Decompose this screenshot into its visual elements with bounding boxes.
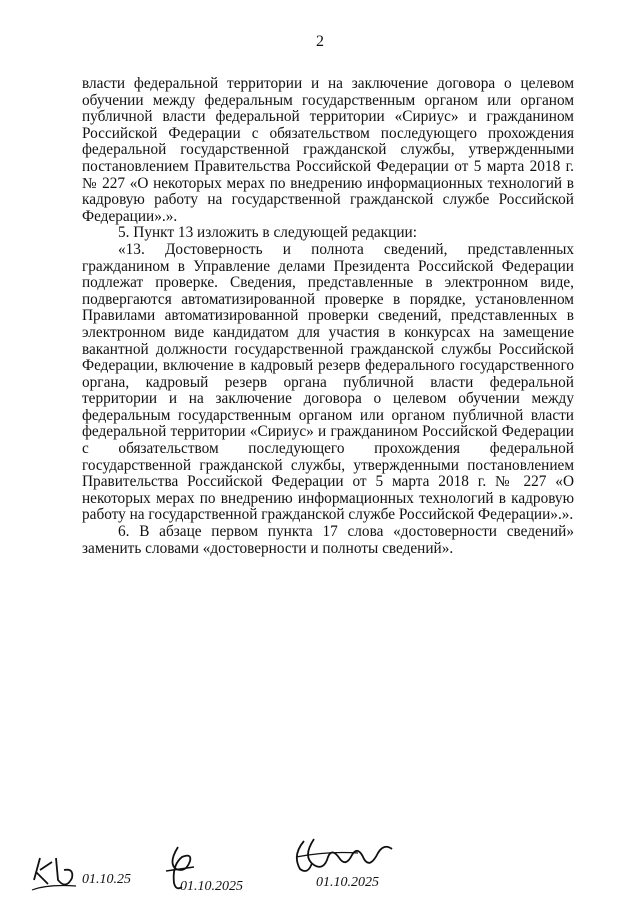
- signature-2-date: 01.10.2025: [180, 879, 243, 894]
- signature-3-scribble: [288, 835, 398, 880]
- paragraph-continuation: власти федеральной территории и на заключение договора о целевом обучении между федеральным государственным органом или органом публичной власти федеральной территории «Сириус» и гражданином Российской Федерации с обязательством последующего прохождения федеральной государственной гражданской службы, утвержденными постановлением Правительства Российской Федерации от 5 марта 2018 г. № 227 «О некоторых мерах по внедрению информационных технологий в кадровую работу на государственной гражданской службе Российской Федерации».».: [82, 75, 574, 225]
- paragraph-item-5: 5. Пункт 13 изложить в следующей редакции:: [118, 224, 417, 242]
- page-number: 2: [316, 33, 324, 50]
- document-body: [82, 76, 574, 557]
- signature-1-scribble: [30, 850, 90, 895]
- signature-3-date: 01.10.2025: [316, 875, 379, 890]
- signature-3: [288, 835, 418, 895]
- signatures-area: [0, 835, 640, 900]
- signature-1: [30, 850, 140, 900]
- signature-1-date: 01.10.25: [82, 872, 131, 887]
- paragraph-item-6: 6. В абзаце первом пункта 17 слова «достоверности сведений» заменить словами «достоверности и полноты сведений».: [82, 523, 574, 557]
- paragraph-item-13-text: «13. Достоверность и полнота сведений, представленных гражданином в Управление делами Президента Российской Федерации подлежат проверке. Сведения, представленные в электронном виде, подвергаются автоматизированной проверке в порядке, установленном Правилами автоматизированной проверки сведений, представленных в электронном виде кандидатом для участия в конкурсах на замещение вакантной должности государственной гражданской службы Российской Федерации, включение в кадровый резерв федерального государственного органа, кадровый резерв органа публичной власти федеральной территории и на заключение договора о целевом обучении между федеральным государственным органом или органом публичной власти федеральной территории «Сириус» и гражданином Российской Федерации с обязательством последующего прохождения федеральной государственной гражданской службы, утвержденными постановлением Правительства Российской Федерации от 5 марта 2018 г. № 227 «О некоторых мерах по внедрению информационных технологий в кадровую работу на государственной гражданской службе Российской Федерации».».: [82, 240, 574, 524]
- signature-2: [160, 843, 270, 898]
